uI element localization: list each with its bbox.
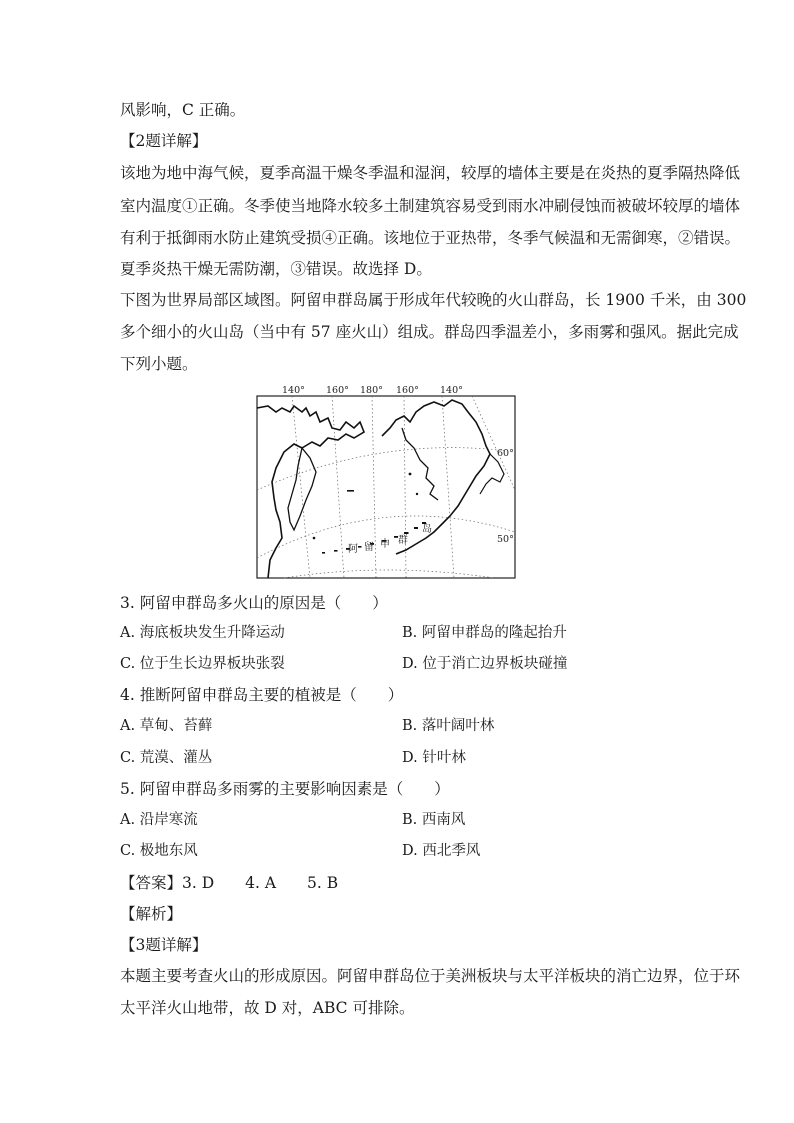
question-stem: 3. 阿留申群岛多火山的原因是（ ） [120, 594, 388, 612]
islands [313, 473, 419, 540]
latitude-label: 60° [497, 448, 514, 459]
longitude-label: 140° [440, 385, 463, 396]
longitude-label: 140° [282, 385, 305, 396]
island-chain-label: 申 [380, 539, 390, 550]
region-map [254, 382, 520, 580]
question-option: C. 极地东风 [120, 843, 198, 859]
island-chain-label: 群 [398, 535, 408, 546]
latitude-label: 50° [497, 534, 514, 545]
text-line: 该地为地中海气候，夏季高温干燥冬季温和湿润，较厚的墙体主要是在炎热的夏季隔热降低 [120, 164, 741, 182]
question-option: B. 西南风 [402, 812, 466, 828]
text-line: 夏季炎热干燥无需防潮，③错误。故选择 D。 [120, 260, 432, 278]
alaska-coastline [382, 400, 490, 554]
question-option: D. 西北季风 [402, 843, 481, 859]
longitude-label: 160° [326, 385, 349, 396]
kamchatka-peninsula [288, 448, 316, 530]
question-option: C. 荒漠、灌丛 [120, 750, 213, 766]
answer-line: 【答案】3. D 4. A 5. B [120, 874, 339, 892]
alaska-west-coast [402, 428, 438, 500]
question-option: D. 针叶林 [402, 750, 466, 766]
question-option: D. 位于消亡边界板块碰撞 [402, 656, 568, 672]
island-chain-label: 岛 [422, 524, 432, 535]
question-stem: 4. 推断阿留申群岛主要的植被是（ ） [120, 686, 404, 704]
question-option: A. 草甸、苔藓 [120, 718, 213, 734]
longitude-label: 160° [396, 385, 419, 396]
text-line: 室内温度①正确。冬季使当地降水较多土制建筑容易受到雨水冲刷侵蚀而被破坏较厚的墙体 [120, 197, 741, 215]
island-chain-label: 阿 [348, 544, 358, 555]
text-line: 风影响，C 正确。 [120, 101, 246, 119]
question-option: B. 落叶阔叶林 [402, 718, 495, 734]
text-line: 本题主要考查火山的形成原因。阿留申群岛位于美洲板块与太平洋板块的消亡边界，位于环 [120, 967, 741, 985]
analysis-heading: 【解析】 [120, 905, 183, 923]
question-option: A. 沿岸寒流 [120, 812, 198, 828]
question-stem: 5. 阿留申群岛多雨雾的主要影响因素是（ ） [120, 780, 450, 798]
text-line: 有利于抵御雨水防止建筑受损④正确。该地位于亚热带，冬季气候温和无需御寒，②错误。 [120, 229, 741, 247]
text-line: 太平洋火山地带，故 D 对，ABC 可排除。 [120, 999, 415, 1017]
question-option: A. 海底板块发生升降运动 [120, 625, 285, 641]
alaska-south-coast [480, 454, 504, 494]
island-chain-label: 留 [364, 542, 374, 553]
text-line: 下图为世界局部区域图。阿留申群岛属于形成年代较晚的火山群岛，长 1900 千米，由 300 [120, 291, 747, 309]
section-heading: 【2题详解】 [120, 132, 208, 150]
aleutian-islands [322, 522, 426, 554]
detail-heading: 【3题详解】 [120, 936, 208, 954]
question-option: B. 阿留申群岛的隆起抬升 [402, 625, 567, 641]
text-line: 下列小题。 [120, 355, 198, 373]
text-line: 多个细小的火山岛（当中有 57 座火山）组成。群岛四季温差小，多雨雾和强风。据此完成 [120, 323, 739, 341]
question-option: C. 位于生长边界板块张裂 [120, 656, 285, 672]
longitude-label: 180° [360, 385, 383, 396]
